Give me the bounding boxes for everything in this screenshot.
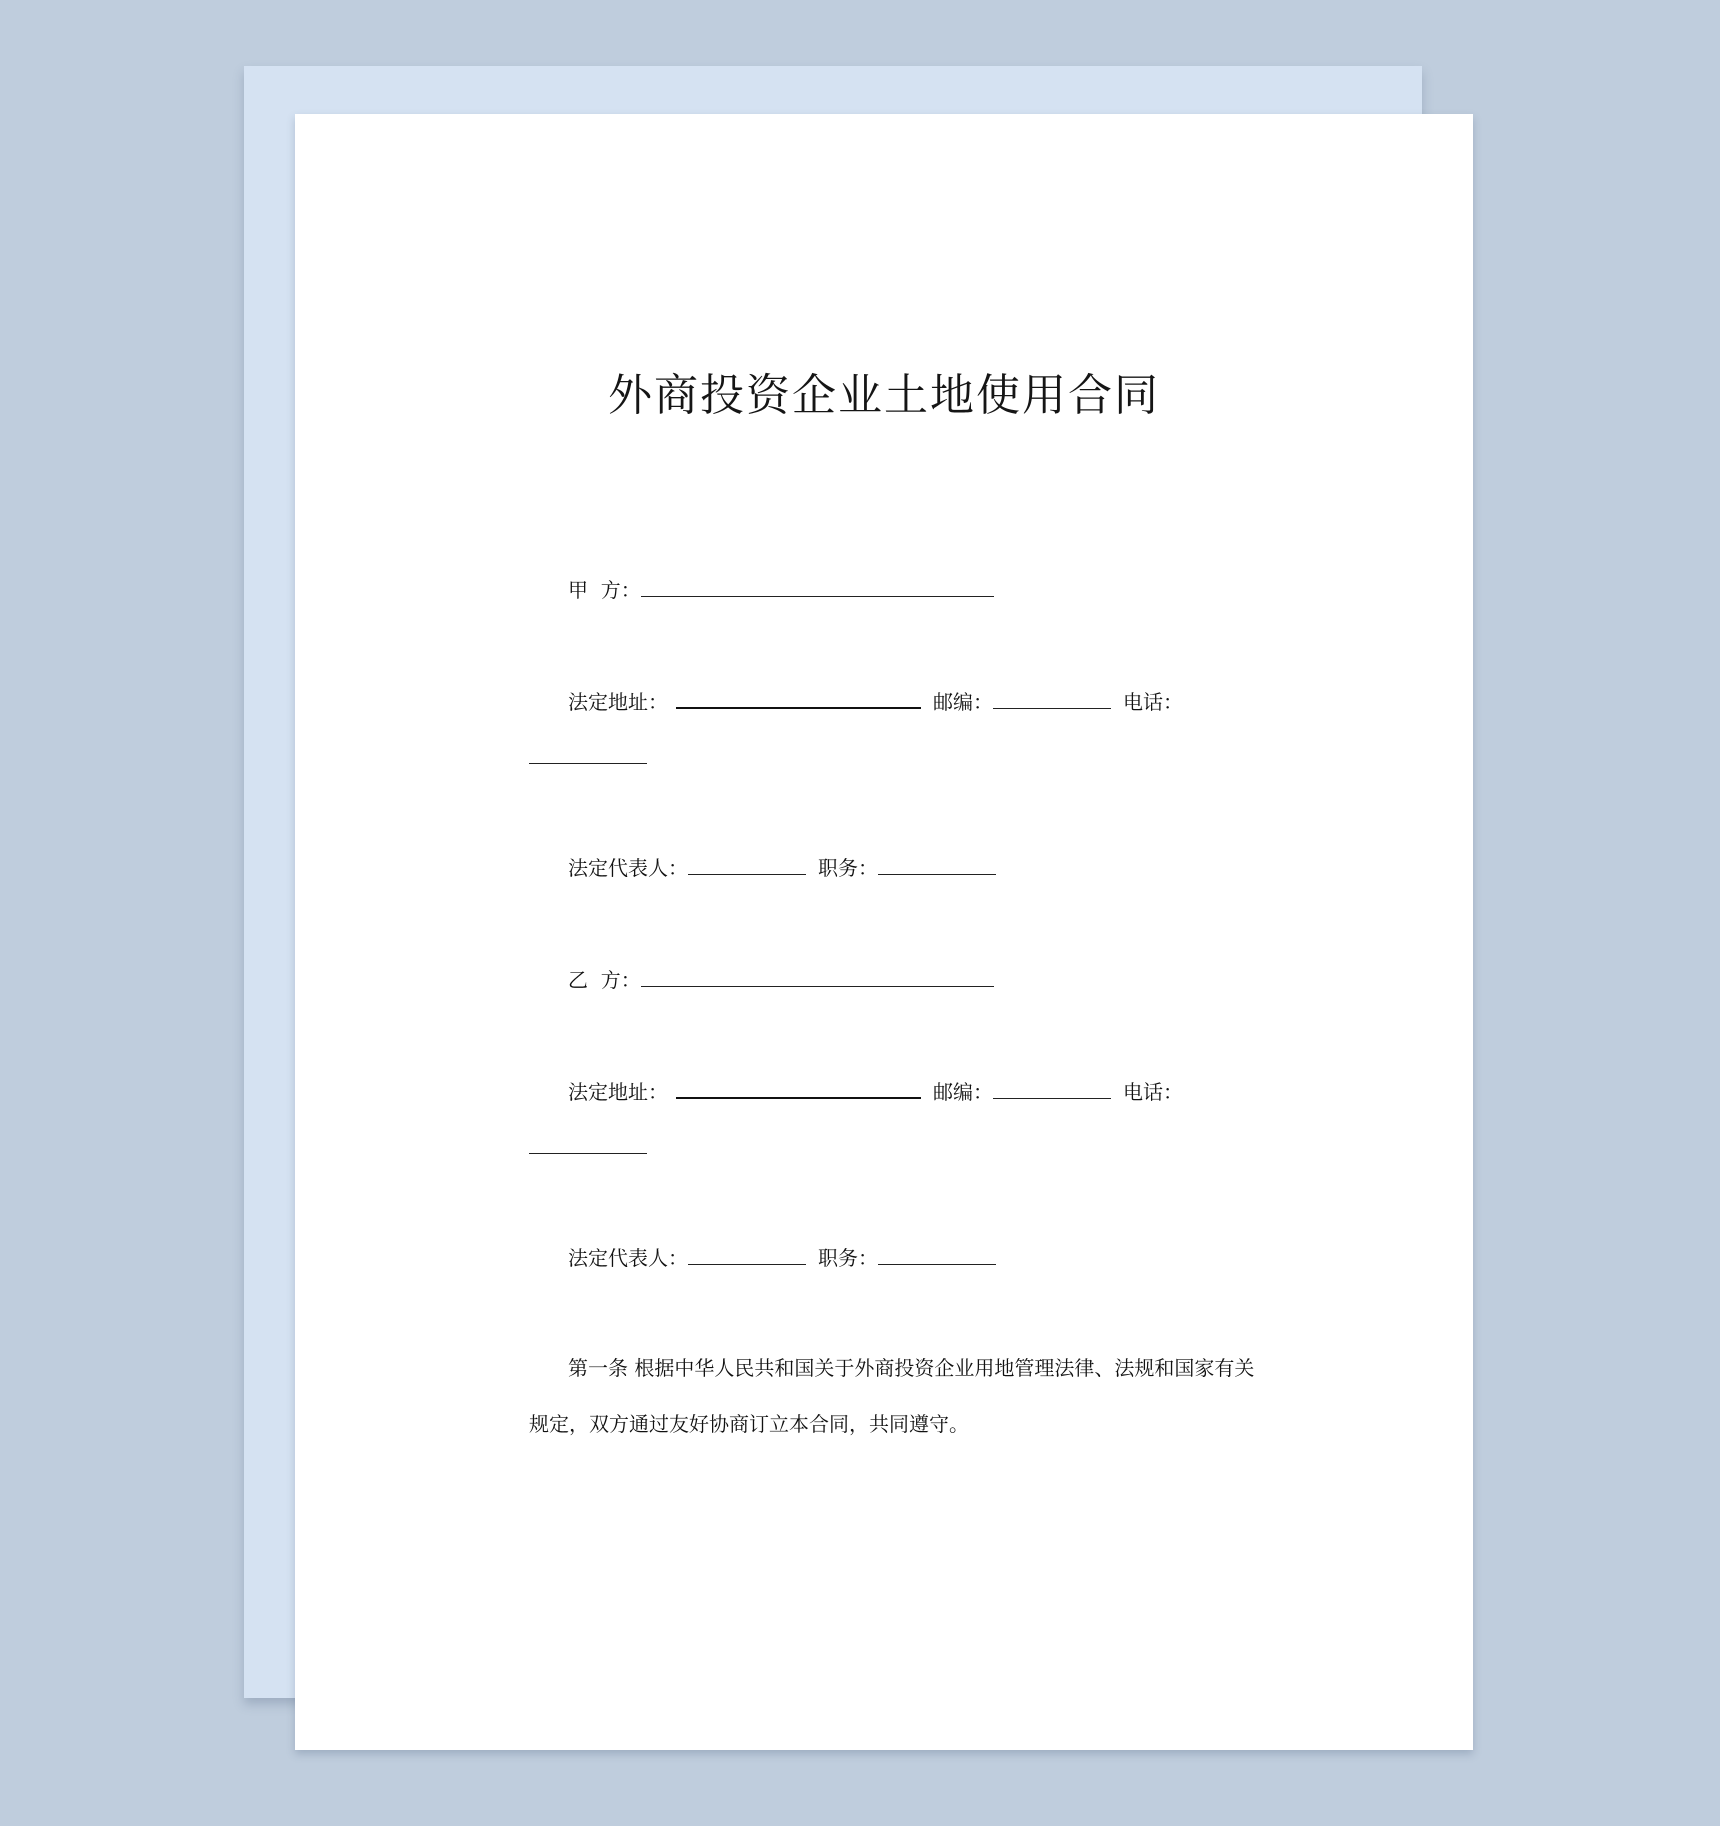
party-b-position-label: 职务： [818,1246,878,1270]
party-b-row [568,964,994,994]
party-b-address-label: 法定地址： [568,1080,668,1104]
party-b-phone-row [529,1131,647,1161]
party-a-address-label: 法定地址： [568,690,668,714]
party-a-phone-blank[interactable] [529,741,647,764]
party-b-rep-label: 法定代表人： [568,1246,688,1270]
party-b-phone-blank[interactable] [529,1131,647,1154]
party-b-label: 乙 方： [568,968,641,992]
party-b-rep-blank[interactable] [688,1242,806,1265]
party-b-rep-row [568,1242,996,1272]
party-a-position-blank[interactable] [878,852,996,875]
party-b-address-blank[interactable] [676,1075,921,1099]
article-1-line-1: 第一条 根据中华人民共和国关于外商投资企业用地管理法律、法规和国家有关 [568,1356,1255,1380]
document-title: 外商投资企业土地使用合同 [608,370,1160,421]
party-a-rep-row [568,852,996,882]
party-b-phone-label: 电话： [1123,1080,1183,1104]
party-a-row [568,574,994,604]
party-a-phone-row [529,741,647,771]
document-page [295,114,1473,1750]
party-a-rep-blank[interactable] [688,852,806,875]
party-a-position-label: 职务： [818,856,878,880]
party-a-blank[interactable] [641,574,994,597]
party-a-address-row [568,685,1183,715]
party-b-postcode-label: 邮编： [933,1080,993,1104]
party-b-postcode-blank[interactable] [993,1076,1111,1099]
party-a-address-blank[interactable] [676,685,921,709]
party-a-phone-label: 电话： [1123,690,1183,714]
party-a-postcode-label: 邮编： [933,690,993,714]
party-a-label: 甲 方： [568,578,641,602]
party-a-rep-label: 法定代表人： [568,856,688,880]
party-a-postcode-blank[interactable] [993,686,1111,709]
party-b-address-row [568,1075,1183,1105]
party-b-blank[interactable] [641,964,994,987]
party-b-position-blank[interactable] [878,1242,996,1265]
article-1-line-2: 规定，双方通过友好协商订立本合同，共同遵守。 [529,1412,969,1436]
